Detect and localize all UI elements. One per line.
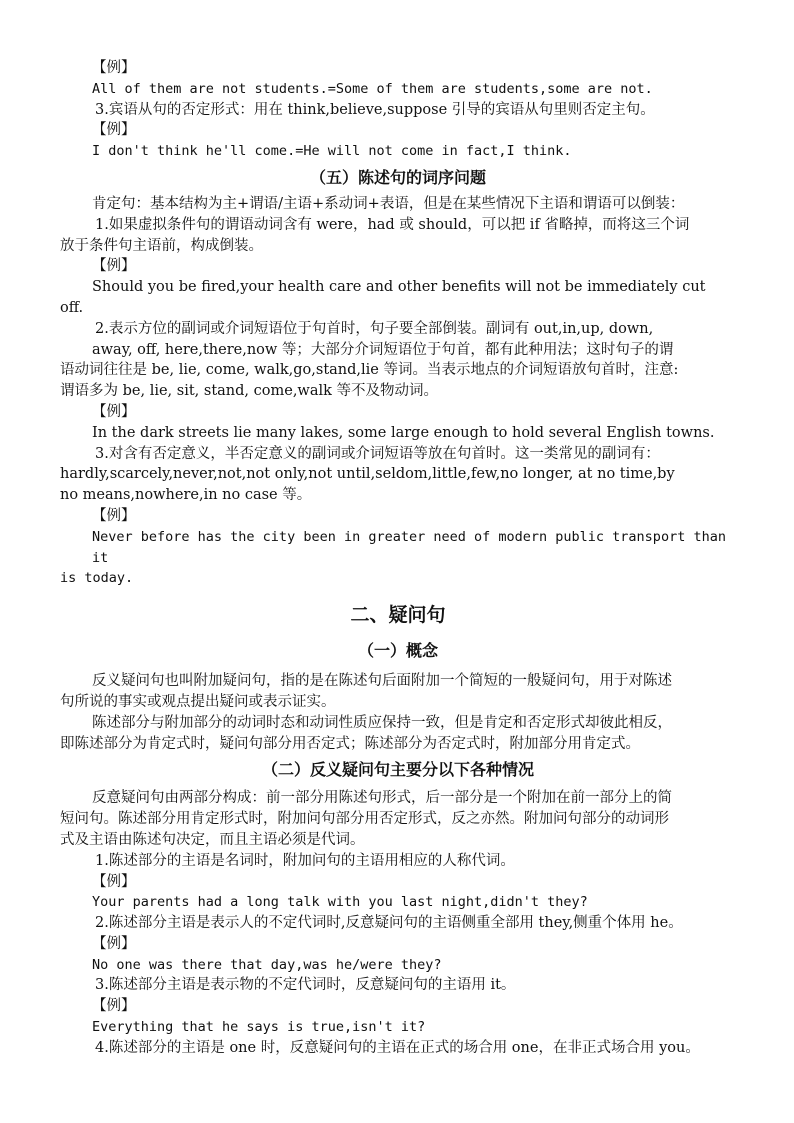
rule-item-4: 4.陈述部分的主语是 one 时，反意疑问句的主语在正式的场合用 one，在非正式场合用 you。 (95, 1039, 700, 1056)
paragraph-line: 式及主语由陈述句决定，而且主语必须是代词。 (60, 831, 365, 848)
paragraph-line: 句所说的事实或观点提出疑问或表示证实。 (60, 693, 336, 710)
example-sentence: Should you be fired,your health care and other benefits will not be immediately cut (92, 279, 706, 296)
rule-item-3-line: 3.对含有否定意义，半否定意义的副词或介词短语等放在句首时。这一类常见的副词有： (95, 445, 660, 462)
example-sentence: Never before has the city been in greater need of modern public transport than it (92, 528, 735, 566)
rule-item-2-line: away, off, here,there,now 等；大部分介词短语位于句首，都有此种用法；这时句子的谓 (92, 341, 674, 358)
rule-item-1: 1.陈述部分的主语是名词时，附加问句的主语用相应的人称代词。 (95, 852, 515, 869)
rule-item-2-line: 2.表示方位的副词或介词短语位于句首时，句子要全部倒装。副词有 out,in,up, down, (95, 320, 654, 337)
rule-item-2-line: 谓语多为 be, lie, sit, stand, come,walk 等不及物动词。 (60, 383, 439, 400)
example-sentence: is today. (60, 570, 134, 587)
rule-item-3: 3.陈述部分主语是表示物的不定代词时，反意疑问句的主语用 it。 (95, 977, 516, 994)
example-label: 【例】 (92, 935, 136, 952)
document-page (60, 58, 736, 1059)
example-label: 【例】 (92, 258, 136, 275)
example-label: 【例】 (92, 60, 136, 76)
example-sentence: Everything that he says is true,isn't it? (92, 1019, 426, 1036)
paragraph-line: 陈述部分与附加部分的动词时态和动词性质应保持一致，但是肯定和否定形式却彼此相反， (92, 714, 672, 731)
chapter-heading: 二、疑问句 (350, 604, 446, 627)
example-sentence: All of them are not students.=Some of them are students,some are not. (92, 80, 653, 97)
example-label: 【例】 (92, 122, 136, 139)
example-sentence: Your parents had a long talk with you last night,didn't they? (92, 894, 588, 911)
rule-item-1-line: 放于条件句主语前，构成倒装。 (60, 237, 263, 254)
rule-item-2-line: 语动词往往是 be, lie, come, walk,go,stand,lie 等词。当表示地点的介词短语放句首时，注意: (60, 362, 679, 379)
rule-item-2: 2.陈述部分主语是表示人的不定代词时,反意疑问句的主语侧重全部用 they,侧重个体用 he。 (95, 915, 683, 932)
example-sentence: In the dark streets lie many lakes, some large enough to hold several English towns. (92, 424, 715, 441)
subsection-heading: （一）概念 (357, 641, 438, 661)
rule-item-3-line: no means,nowhere,in no case 等。 (60, 487, 312, 504)
paragraph-line: 即陈述部分为肯定式时，疑问句部分用否定式；陈述部分为否定式时，附加部分用肯定式。 (60, 735, 640, 752)
example-label: 【例】 (92, 873, 136, 890)
paragraph-line: 反义疑问句也叫附加疑问句，指的是在陈述句后面附加一个简短的一般疑问句，用于对陈述 (92, 673, 672, 690)
paragraph-line: 短问句。陈述部分用肯定形式时，附加问句部分用否定形式，反之亦然。附加问句部分的动词形 (60, 811, 669, 828)
example-label: 【例】 (92, 998, 136, 1015)
example-sentence: off. (60, 299, 84, 316)
example-sentence: No one was there that day,was he/were they? (92, 956, 442, 973)
paragraph-line: 反意疑问句由两部分构成：前一部分用陈述句形式，后一部分是一个附加在前一部分上的简 (92, 790, 672, 807)
section-heading: （五）陈述句的词序问题 (309, 167, 486, 187)
rule-item-3: 3.宾语从句的否定形式：用在 think,believe,suppose 引导的宾语从句里则否定主句。 (95, 101, 655, 118)
subsection-heading: （二）反义疑问句主要分以下各种情况 (261, 760, 534, 780)
example-label: 【例】 (92, 403, 136, 420)
rule-item-1-line: 1.如果虚拟条件句的谓语动词含有 were，had 或 should，可以把 if 省略掉，而将这三个词 (95, 216, 690, 233)
paragraph-intro: 肯定句：基本结构为主+谓语/主语+系动词+表语，但是在某些情况下主语和谓语可以倒装： (92, 195, 685, 212)
rule-item-3-line: hardly,scarcely,never,not,not only,not until,seldom,little,few,no longer, at no time,by (60, 466, 675, 483)
example-label: 【例】 (92, 507, 136, 524)
example-sentence: I don't think he'll come.=He will not come in fact,I think. (92, 143, 572, 160)
